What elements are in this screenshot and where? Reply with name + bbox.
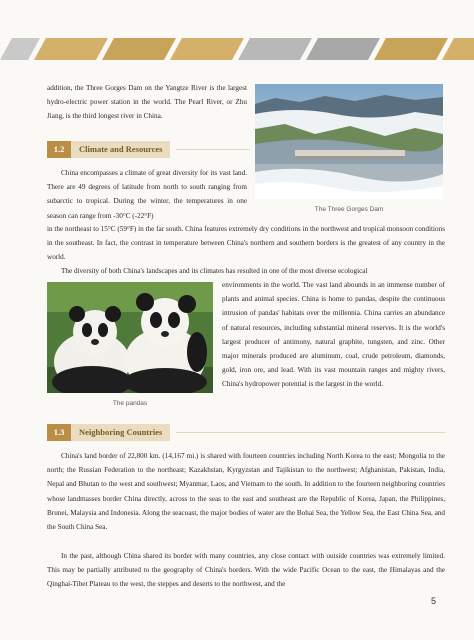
band-segment <box>374 38 448 60</box>
band-segment <box>0 38 40 60</box>
section-number: 1.2 <box>47 141 71 158</box>
section-title: Climate and Resources <box>71 141 170 158</box>
dam-caption: The Three Gorges Dam <box>314 206 384 213</box>
climate-paragraph-1a: China encompasses a climate of great diversity for its vast land. There are 49 degrees of latitude from north to south ranging from subarctic to tropical. During the winter, the temperatures in one season can range from -30°C (-22°F) <box>47 169 247 220</box>
neighbors-paragraph-1: China's land border of 22,800 km. (14,167 mi.) is shared with fourteen countries including North Korea to the east; Mongolia to the north; the Russian Federation to the northeast; Kazakhstan, Kyrgyzstan and Tajikistan to the northwest; Afghanistan, Pakistan, India, Nepal and Bhutan to the west and southwest; Myanmar, Laos, and Vietnam to the south. In addition to the fourteen neighboring countries whose landmasses border China directly, across to the seas to the east and southeast are the Republic of Korea, Japan, the Philippines, Brunei, Malaysia and Indonesia. Along the seacoast, the major bodies of water are the Bohai Sea, the Yellow Sea, the East China Sea, and the South China Sea. <box>47 452 445 532</box>
band-segment <box>102 38 176 60</box>
section-rule <box>176 432 445 433</box>
pandas-caption: The pandas <box>112 400 148 407</box>
header-decorative-band <box>0 38 474 60</box>
intro-paragraph: addition, the Three Gorges Dam on the Yangtze River is the largest hydro-electric power station in the world. The Pearl River, or Zhu Jiang, is the third longest river in China. <box>47 84 247 121</box>
section-number: 1.3 <box>47 424 71 441</box>
neighbors-paragraph-2: In the past, although China shared its border with many countries, any close contact with outside countries was extremely limited. This may be partially attributed to the geography of China's borders. With the wide Pacific Ocean to the east, the Himalayas and the Qinghai-Tibet Plateau to the west, the steppes and deserts to the northwest, and the <box>47 552 445 589</box>
pandas-photo <box>47 282 213 393</box>
band-segment <box>442 38 474 60</box>
band-segment <box>306 38 380 60</box>
band-segment <box>238 38 312 60</box>
section-rule <box>176 149 250 150</box>
climate-paragraph-2-lead: The diversity of both China's landscapes and its climates has resulted in one of the most diverse ecological <box>61 267 368 275</box>
climate-paragraph-2-wrapped: environments in the world. The vast land abounds in an immense number of plants and animal species. China is home to pandas, despite the continuous intrusion of pandas' habitats over the millennia. China carries an abundance of natural resources, including substantial mineral reserves. It is the world's largest producer of antimony, natural graphite, tungsten, and zinc. Other major minerals produced are aluminum, coal, crude petroleum, diamonds, gold, iron ore, and lead. With its vast mountain ranges and mighty rivers, China's hydropower potential is the largest in the world. <box>222 281 445 389</box>
climate-paragraph-1b: in the northeast to 15°C (59°F) in the far south. China features extremely dry conditions in the northwest and tropical monsoon conditions in the southeast. In fact, the contrast in temperature between China's northern and southern borders is the greatest of any country in the world. <box>47 225 445 262</box>
page-number: 5 <box>430 596 436 606</box>
band-segment <box>34 38 108 60</box>
section-title: Neighboring Countries <box>71 424 170 441</box>
band-segment <box>170 38 244 60</box>
